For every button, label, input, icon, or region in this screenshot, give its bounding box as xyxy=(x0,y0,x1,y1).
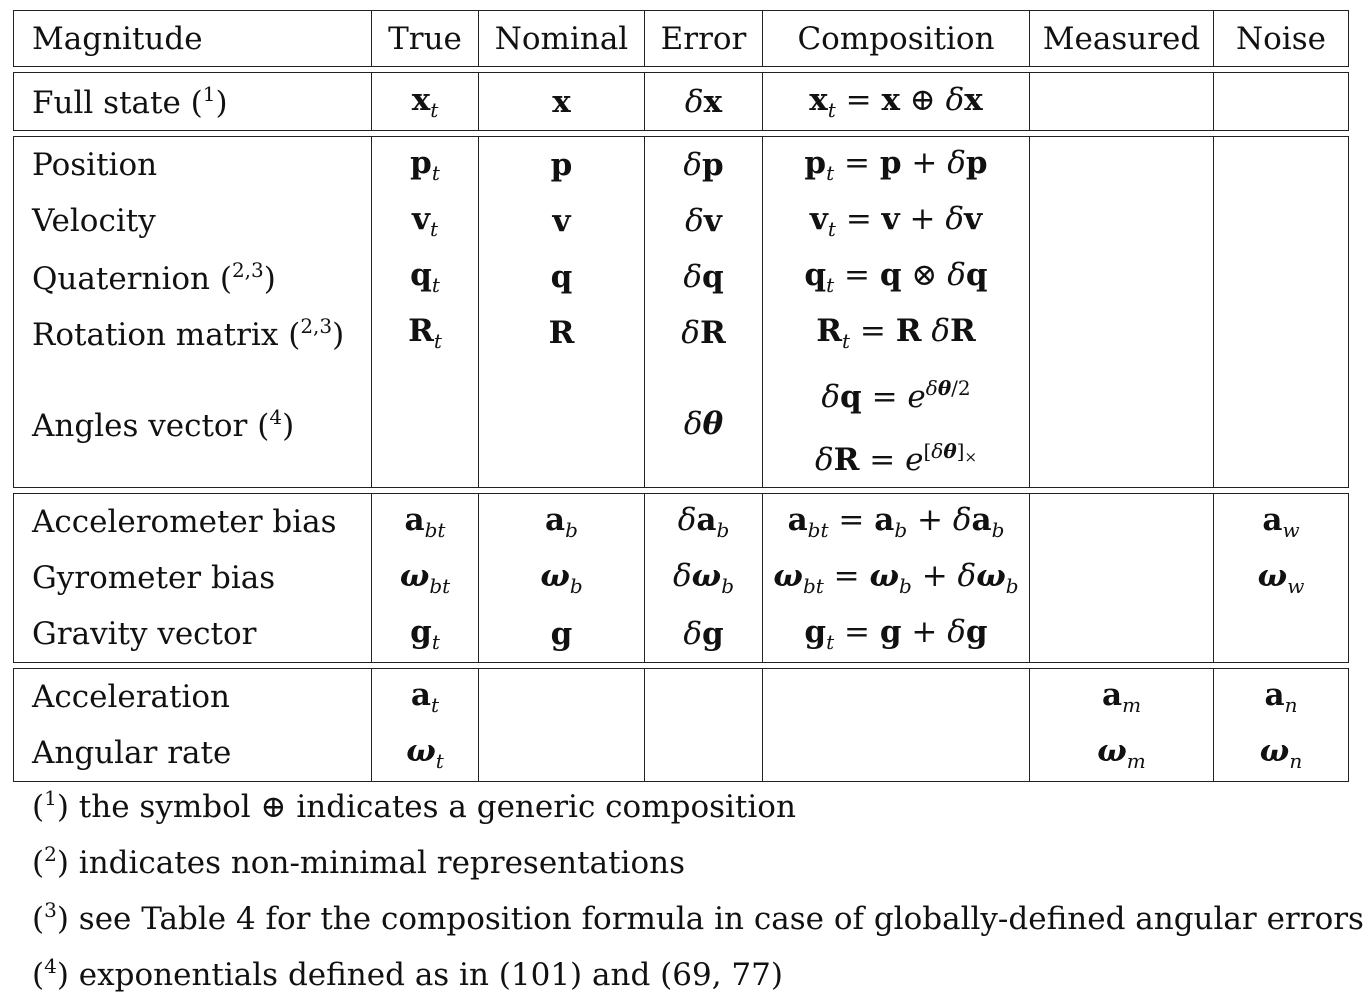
cell-measured xyxy=(1030,550,1214,606)
header-error: Error xyxy=(645,11,763,67)
row-label: Gyrometer bias xyxy=(14,550,372,606)
table-row-acceleration xyxy=(14,669,1349,726)
cell-noise xyxy=(1214,193,1349,249)
table-row-gyrometer-bias xyxy=(14,550,1349,606)
row-label: Angular rate xyxy=(14,725,372,782)
cell-error: δx xyxy=(645,73,763,131)
cell-nominal xyxy=(479,669,645,726)
error-state-variables-table xyxy=(13,10,1349,782)
table-container xyxy=(13,10,1348,782)
table-row-rotation-matrix xyxy=(14,305,1349,361)
cell-noise xyxy=(1214,137,1349,194)
table-row-angles-vector xyxy=(14,361,1349,488)
cell-composition: $x_t = x$ ⊕ δx xyxy=(763,73,1030,131)
cell-noise xyxy=(1214,305,1349,361)
footnote: ($^3$) see Table 4 for the composition formula in case of globally-defined angular errors xyxy=(32,898,1364,937)
cell-noise: $\omega_w$ xyxy=(1214,550,1349,606)
cell-error: $\delta a_b$ xyxy=(645,494,763,551)
cell-true xyxy=(372,361,479,488)
cell-error: δq xyxy=(645,249,763,305)
cell-composition: $R_t = R$ δR xyxy=(763,305,1030,361)
cell-true: $a_{bt}$ xyxy=(372,494,479,551)
cell-measured xyxy=(1030,305,1214,361)
cell-noise xyxy=(1214,73,1349,131)
cell-error: $\delta\omega_b$ xyxy=(645,550,763,606)
header-noise: Noise xyxy=(1214,11,1349,67)
cell-nominal: R xyxy=(479,305,645,361)
row-label: Position xyxy=(14,137,372,194)
cell-true: $\omega_t$ xyxy=(372,725,479,782)
cell-nominal: $\omega_b$ xyxy=(479,550,645,606)
header-true: True xyxy=(372,11,479,67)
cell-measured: $\omega_m$ xyxy=(1030,725,1214,782)
cell-nominal: $a_b$ xyxy=(479,494,645,551)
cell-noise: $\omega_n$ xyxy=(1214,725,1349,782)
cell-measured xyxy=(1030,137,1214,194)
cell-nominal: g xyxy=(479,606,645,663)
cell-nominal: p xyxy=(479,137,645,194)
cell-true: $a_t$ xyxy=(372,669,479,726)
header-magnitude: Magnitude xyxy=(14,11,372,67)
cell-composition: $a_{bt} = a_b + \delta a_b$ xyxy=(763,494,1030,551)
cell-error: δθ xyxy=(645,361,763,488)
table-row-quaternion xyxy=(14,249,1349,305)
footnote: ($^4$) exponentials defined as in (101) and (69, 77) xyxy=(32,954,783,993)
row-label: Quaternion ($^{2,3}$) xyxy=(14,249,372,305)
table-row-gravity-vector xyxy=(14,606,1349,663)
header-composition: Composition xyxy=(763,11,1030,67)
cell-measured xyxy=(1030,606,1214,663)
cell-noise xyxy=(1214,606,1349,663)
row-label: Full state ($^1$) xyxy=(14,73,372,131)
cell-composition: $\omega_{bt} = \omega_b + \delta\omega_b$ xyxy=(763,550,1030,606)
cell-measured xyxy=(1030,494,1214,551)
cell-measured xyxy=(1030,73,1214,131)
cell-measured xyxy=(1030,249,1214,305)
cell-noise: $a_w$ xyxy=(1214,494,1349,551)
angles-rotation-formula: $\delta R = e^{[\delta\theta]_\times}$ xyxy=(814,439,978,478)
table-row-full-state xyxy=(14,73,1349,131)
cell-composition xyxy=(763,361,1030,488)
cell-nominal: v xyxy=(479,193,645,249)
cell-measured: $a_m$ xyxy=(1030,669,1214,726)
cell-composition: $g_t = g + \delta g$ xyxy=(763,606,1030,663)
angles-quaternion-formula: $\delta q = e^{\delta\theta/2}$ xyxy=(821,376,971,415)
cell-error: δg xyxy=(645,606,763,663)
row-label: Acceleration xyxy=(14,669,372,726)
cell-noise: $a_n$ xyxy=(1214,669,1349,726)
cell-nominal xyxy=(479,361,645,488)
cell-error xyxy=(645,669,763,726)
table-footnotes xyxy=(32,770,1364,994)
cell-composition: $q_t = q$ ⊗ δq xyxy=(763,249,1030,305)
cell-error: δp xyxy=(645,137,763,194)
cell-composition xyxy=(763,669,1030,726)
table-row-position xyxy=(14,137,1349,194)
row-label: Rotation matrix ($^{2,3}$) xyxy=(14,305,372,361)
cell-true: $v_t$ xyxy=(372,193,479,249)
cell-measured xyxy=(1030,193,1214,249)
cell-true: $R_t$ xyxy=(372,305,479,361)
row-label: Gravity vector xyxy=(14,606,372,663)
table-row-velocity xyxy=(14,193,1349,249)
table-row-accelerometer-bias xyxy=(14,494,1349,551)
cell-true: $g_t$ xyxy=(372,606,479,663)
cell-composition: $v_t = v + \delta v$ xyxy=(763,193,1030,249)
row-label: Angles vector ($^4$) xyxy=(14,361,372,488)
cell-true: $\omega_{bt}$ xyxy=(372,550,479,606)
cell-nominal: q xyxy=(479,249,645,305)
cell-error: δv xyxy=(645,193,763,249)
cell-true: $p_t$ xyxy=(372,137,479,194)
cell-nominal: x xyxy=(479,73,645,131)
cell-error: δR xyxy=(645,305,763,361)
row-label: Accelerometer bias xyxy=(14,494,372,551)
footnote: ($^1$) the symbol ⊕ indicates a generic composition xyxy=(32,786,796,825)
header-row xyxy=(14,11,1349,67)
cell-noise xyxy=(1214,361,1349,488)
cell-composition: $p_t = p + \delta p$ xyxy=(763,137,1030,194)
cell-measured xyxy=(1030,361,1214,488)
footnote: ($^2$) indicates non-minimal representations xyxy=(32,842,685,881)
cell-true: $q_t$ xyxy=(372,249,479,305)
header-measured: Measured xyxy=(1030,11,1214,67)
cell-true: $x_t$ xyxy=(372,73,479,131)
row-label: Velocity xyxy=(14,193,372,249)
header-nominal: Nominal xyxy=(479,11,645,67)
cell-noise xyxy=(1214,249,1349,305)
